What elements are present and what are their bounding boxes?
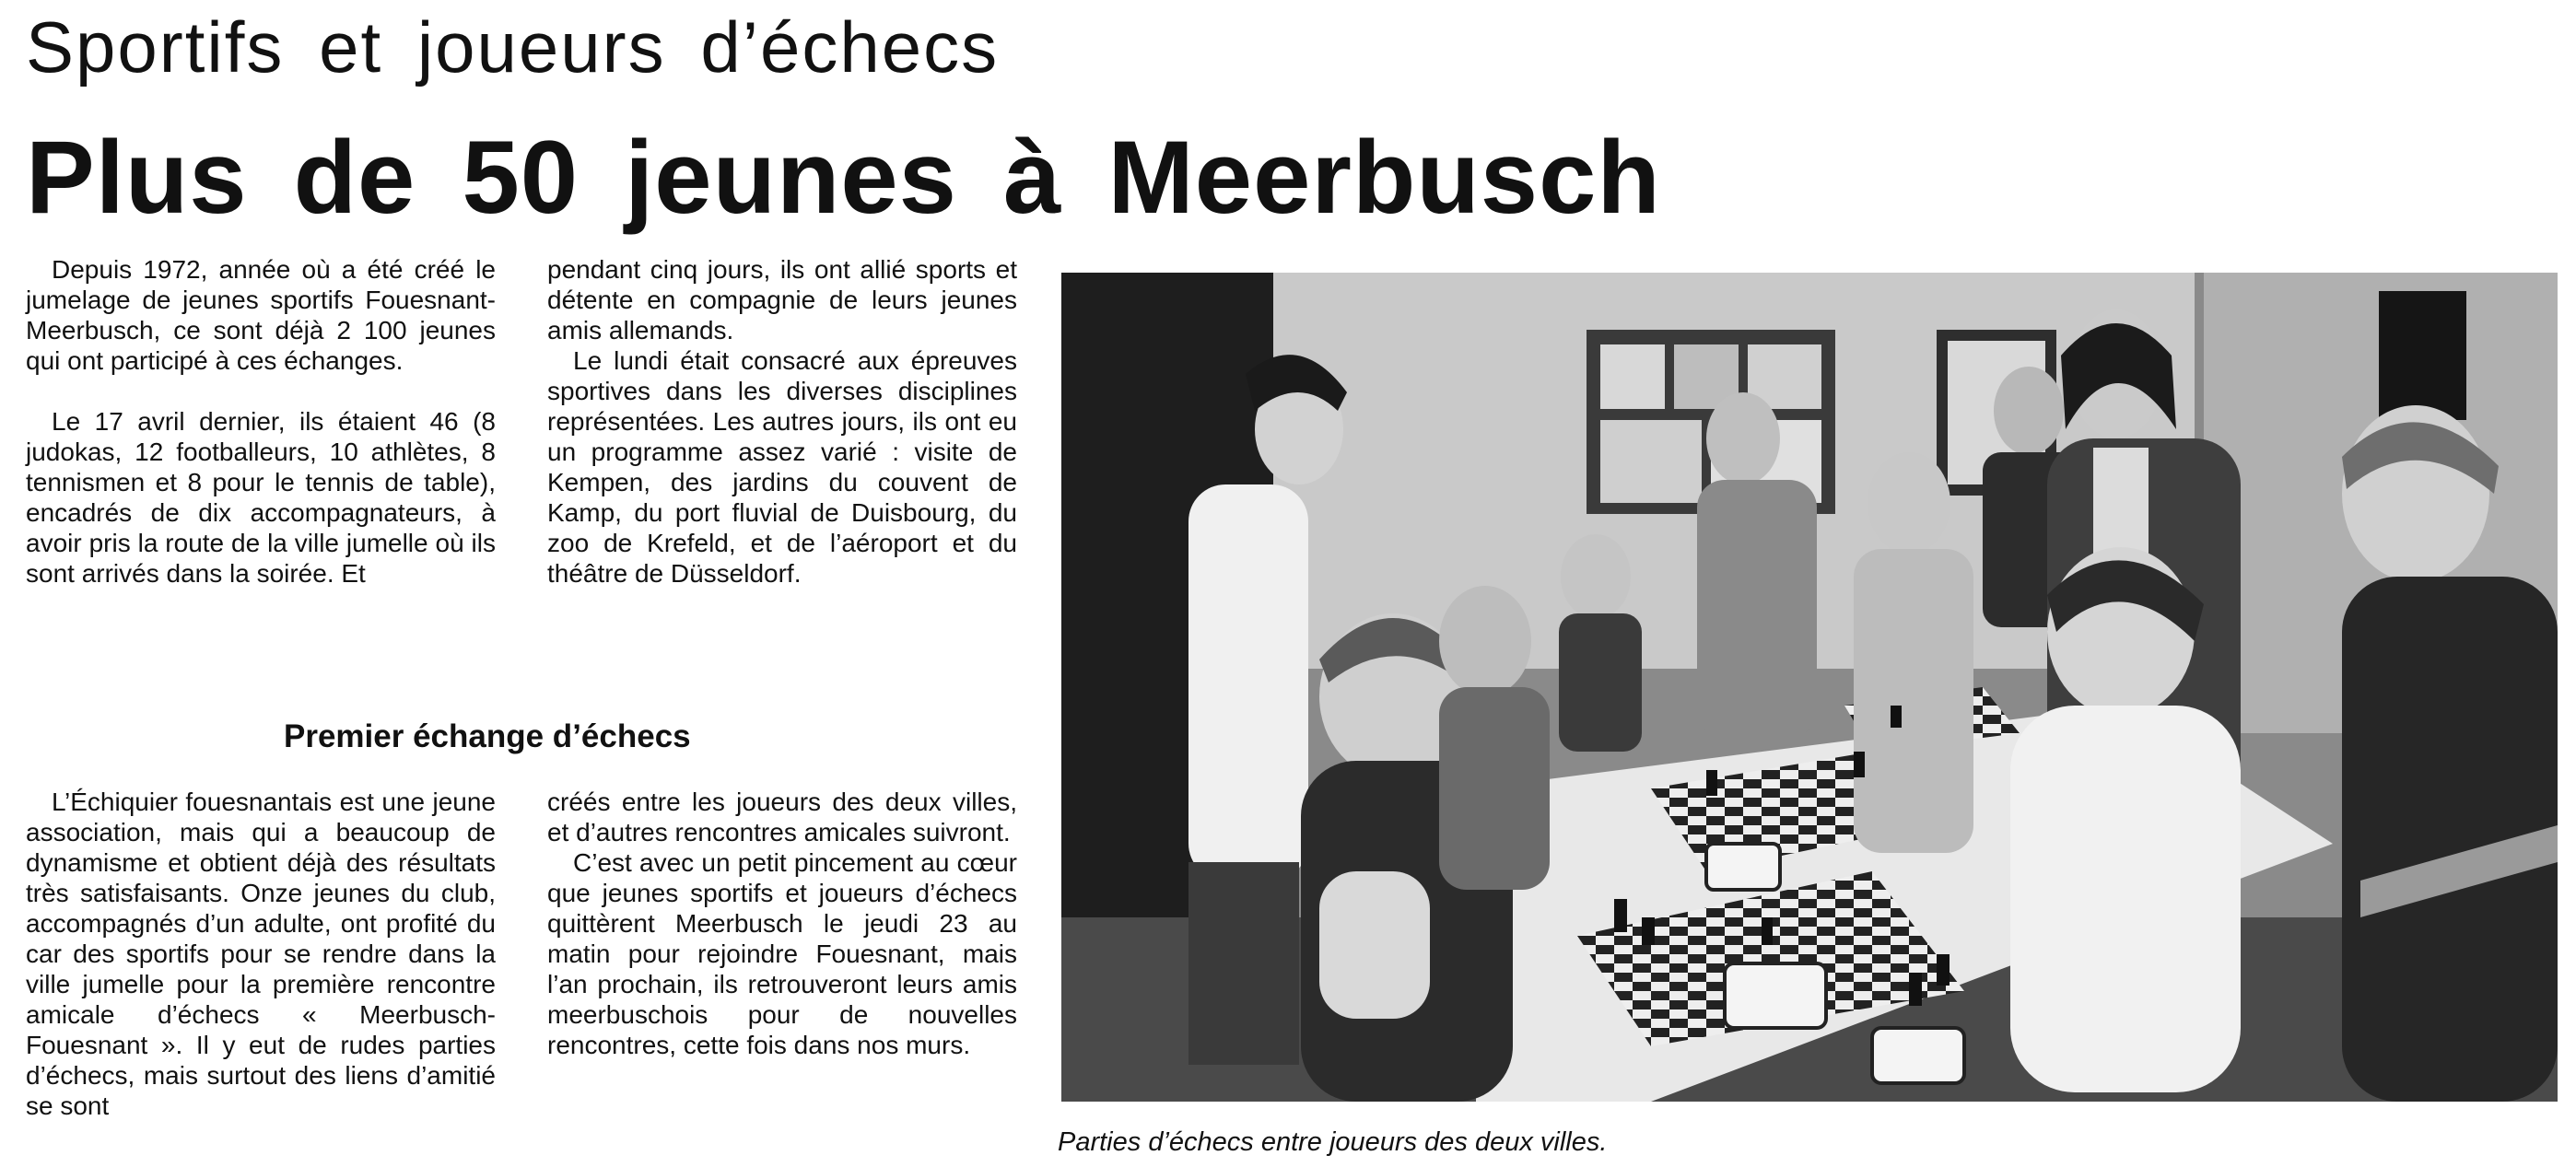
person-head — [1994, 367, 2064, 455]
section-subheading: Premier échange d’échecs — [284, 718, 691, 754]
person-seated — [2010, 706, 2241, 1092]
person-head — [1706, 392, 1780, 484]
wall-frame — [2379, 291, 2466, 420]
paragraph: Depuis 1972, année où a été créé le jumelage de jeunes sportifs Fouesnant-Meerbusch, ce sont déjà 2 100 jeunes qui ont participé à ces échanges. — [26, 255, 496, 375]
paragraph: C’est avec un petit pincement au cœur que jeunes sportifs et joueurs d’échecs quittèrent Meerbusch le jeudi 23 au matin pour rejoindre Fouesnant, mais l’an prochain, ils retrouveront leurs amis meerbuschois pour de nouvelles rencontres, cette fois dans nos murs. — [547, 848, 1017, 1059]
person-head — [1868, 452, 1950, 554]
article-photo — [1061, 273, 2558, 1102]
article-kicker: Sportifs et joueurs d’échecs — [26, 6, 1000, 88]
photo-illustration — [1061, 273, 2558, 1102]
paragraph: Le 17 avril dernier, ils étaient 46 (8 judokas, 12 footballeurs, 10 athlètes, 8 tennismen et 8 pour le tennis de table), encadrés de dix accompagnateurs, à avoir pris la route de la ville jumelle où ils sont arrivés dans la soirée. Et — [26, 407, 496, 588]
chess-clock — [1706, 844, 1780, 890]
column-1 — [26, 254, 496, 589]
chess-clock — [1872, 1028, 1964, 1083]
person-head — [1561, 534, 1631, 619]
chess-clock — [1725, 963, 1826, 1028]
person-standing — [1188, 484, 1308, 881]
paragraph: L’Échiquier fouesnantais est une jeune association, mais qui a beaucoup de dynamisme et obtient déjà des résultats très satisfaisants. Onze jeunes du club, accompagnés d’un adulte, ont profité du car des sportifs pour se rendre dans la ville jumelle pour la première rencontre amicale d’échecs « Meerbusch-Fouesnant ». Il y eut de rudes parties d’échecs, mais surtout des liens d’amitié se sont — [26, 788, 496, 1120]
column-2 — [547, 254, 1017, 589]
column-4 — [547, 787, 1017, 1060]
person-head — [1439, 586, 1531, 696]
paragraph: pendant cinq jours, ils ont allié sports et détente en compagnie de leurs jeunes amis allemands. — [547, 255, 1017, 344]
paragraph: Le lundi était consacré aux épreuves sportives dans les diverses disciplines représentées. Les autres jours, ils ont eu un programme assez varié : visite de Kempen, des jardins du couvent de Kamp, du port fluvial de Duisbourg, du zoo de Krefeld, et de l’aéroport et du théâtre de Düsseldorf. — [547, 346, 1017, 588]
column-3 — [26, 787, 496, 1121]
photo-caption: Parties d’échecs entre joueurs des deux villes. — [1058, 1127, 1608, 1157]
paragraph: créés entre les joueurs des deux villes, et d’autres rencontres amicales suivront. — [547, 788, 1017, 846]
article-headline: Plus de 50 jeunes à Meerbusch — [26, 120, 1661, 235]
